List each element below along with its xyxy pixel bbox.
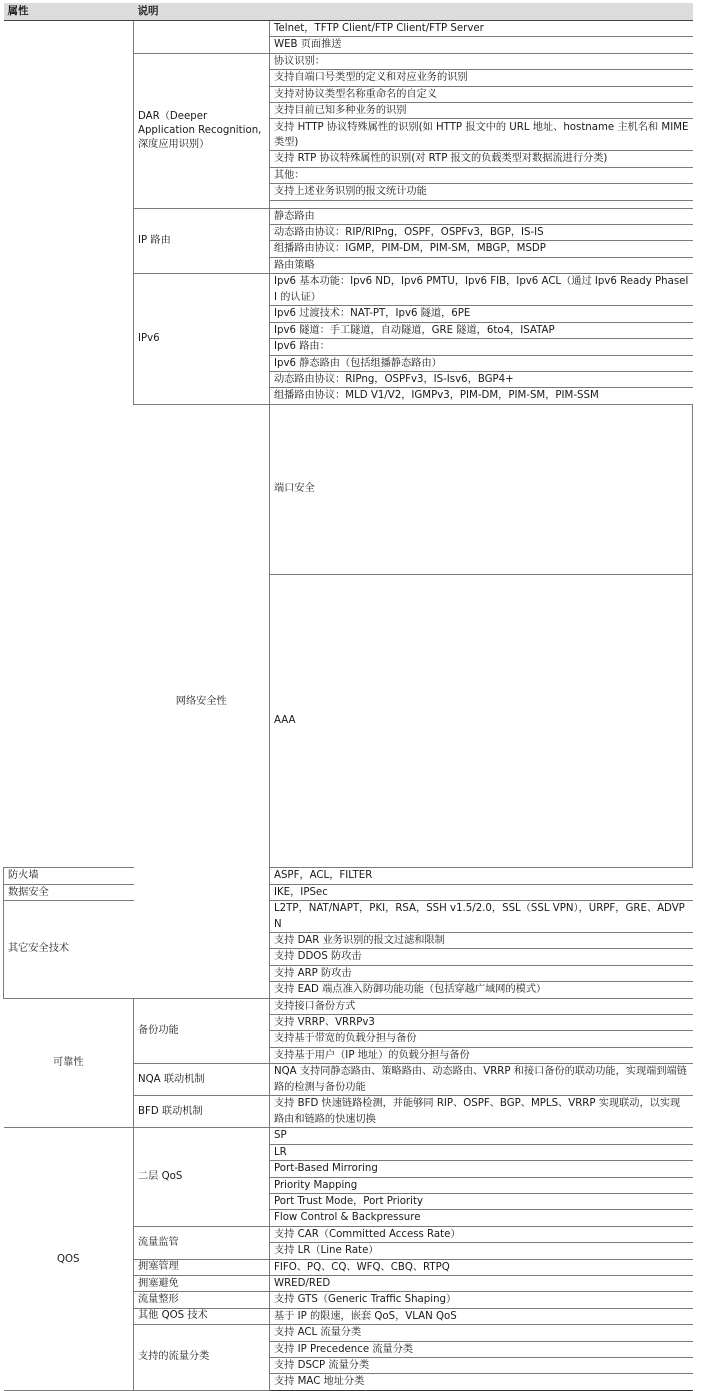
detail-cell: 其他： [270, 167, 693, 183]
detail-cell: 支持 RTP 协议特殊属性的识别(对 RTP 报文的负载类型对数据流进行分类) [270, 151, 693, 167]
feature-cell: DAR（Deeper Application Recognition,深度应用识别） [134, 53, 270, 208]
detail-cell: 动态路由协议：RIP/RIPng，OSPF，OSPFv3，BGP，IS-IS [270, 225, 693, 241]
detail-cell: 支持 DAR 业务识别的报文过滤和限制 [270, 933, 693, 949]
table-body [4, 21, 693, 1391]
feature-cell: 防火墙 [4, 868, 134, 884]
detail-cell: 支持 DDOS 防攻击 [270, 949, 693, 965]
detail-cell: WRED/RED [270, 1275, 693, 1291]
category-cell: 网络安全性 [134, 404, 270, 998]
detail-cell: Ipv6 路由： [270, 339, 693, 355]
feature-cell: 其他 QOS 技术 [134, 1308, 270, 1324]
detail-cell: 支持 CAR（Committed Access Rate） [270, 1226, 693, 1242]
detail-cell: Ipv6 过渡技术：NAT-PT，Ipv6 隧道，6PE [270, 306, 693, 322]
detail-cell: 组播路由协议：IGMP，PIM-DM，PIM-SM，MBGP，MSDP [270, 241, 693, 257]
detail-cell: 支持 LR（Line Rate） [270, 1243, 693, 1259]
feature-cell: 流量监管 [134, 1226, 270, 1259]
detail-cell: 支持 BFD 快速链路检测，并能够同 RIP、OSPF、BGP、MPLS、VRRP 实现联动，以实现路由和链路的快速切换 [270, 1096, 693, 1128]
feature-cell: 二层 QoS [134, 1128, 270, 1226]
spec-table [3, 3, 693, 1391]
table-row [4, 21, 693, 37]
feature-cell: AAA [270, 574, 693, 868]
detail-cell: 支持基于带宽的负载分担与备份 [270, 1031, 693, 1047]
detail-cell: 支持 ACL 流量分类 [270, 1325, 693, 1341]
header-attribute: 属性 [4, 3, 134, 21]
detail-cell: Priority Mapping [270, 1177, 693, 1193]
feature-cell: BFD 联动机制 [134, 1096, 270, 1128]
detail-cell: 支持对协议类型名称重命名的自定义 [270, 86, 693, 102]
header-description: 说明 [134, 3, 693, 21]
table-header-row [4, 3, 693, 21]
detail-cell: 支持接口备份方式 [270, 998, 693, 1014]
detail-cell: Telnet，TFTP Client/FTP Client/FTP Server [270, 21, 693, 37]
feature-cell: 拥塞管理 [134, 1259, 270, 1275]
category-cell [4, 21, 134, 868]
feature-cell: 其它安全技术 [4, 901, 134, 998]
detail-cell: 组播路由协议：MLD V1/V2，IGMPv3，PIM-DM，PIM-SM，PIM-SSM [270, 388, 693, 404]
feature-cell: 备份功能 [134, 998, 270, 1064]
detail-cell: Port-Based Mirroring [270, 1161, 693, 1177]
detail-cell: 支持 HTTP 协议特殊属性的识别(如 HTTP 报文中的 URL 地址、hostname 主机名和 MIME 类型) [270, 119, 693, 151]
detail-cell: 路由策略 [270, 257, 693, 273]
detail-cell: Ipv6 静态路由（包括组播静态路由） [270, 355, 693, 371]
detail-cell: 动态路由协议：RIPng，OSPFv3，IS-Isv6，BGP4+ [270, 371, 693, 387]
detail-cell: 静态路由 [270, 208, 693, 224]
detail-cell: 基于 IP 的限速，嵌套 QoS，VLAN QoS [270, 1308, 693, 1324]
detail-cell: 支持 ARP 防攻击 [270, 965, 693, 981]
detail-cell: IKE，IPSec [270, 884, 693, 900]
detail-cell [270, 200, 693, 208]
feature-cell: NQA 联动机制 [134, 1064, 270, 1096]
detail-cell: NQA 支持同静态路由、策略路由、动态路由、VRRP 和接口备份的联动功能，实现端到端链路的检测与备份功能 [270, 1064, 693, 1096]
detail-cell: 协议识别： [270, 53, 693, 69]
feature-cell [134, 21, 270, 54]
feature-cell: 端口安全 [270, 404, 693, 574]
feature-cell: 数据安全 [4, 884, 134, 900]
category-cell: QOS [4, 1128, 134, 1391]
detail-cell: 支持自端口号类型的定义和对应业务的识别 [270, 70, 693, 86]
detail-cell: 支持 IP Precedence 流量分类 [270, 1341, 693, 1357]
detail-cell: LR [270, 1144, 693, 1160]
detail-cell: 支持 MAC 地址分类 [270, 1374, 693, 1390]
table-row [4, 1128, 693, 1144]
feature-cell: IPv6 [134, 274, 270, 404]
detail-cell: 支持 EAD 端点准入防御功能功能（包括穿越广域网的模式） [270, 982, 693, 998]
detail-cell: L2TP，NAT/NAPT，PKI，RSA，SSH v1.5/2.0，SSL（SSL VPN），URPF，GRE、ADVPN [270, 901, 693, 933]
detail-cell: Port Trust Mode，Port Priority [270, 1193, 693, 1209]
detail-cell: 支持 DSCP 流量分类 [270, 1357, 693, 1373]
feature-cell: 支持的流量分类 [134, 1325, 270, 1391]
feature-cell: 拥塞避免 [134, 1275, 270, 1291]
detail-cell: 支持目前已知多种业务的识别 [270, 103, 693, 119]
detail-cell: Flow Control & Backpressure [270, 1210, 693, 1226]
detail-cell: FIFO、PQ、CQ、WFQ、CBQ、RTPQ [270, 1259, 693, 1275]
table-row [4, 884, 693, 900]
detail-cell: Ipv6 隧道：手工隧道，自动隧道，GRE 隧道，6to4，ISATAP [270, 322, 693, 338]
detail-cell: 支持上述业务识别的报文统计功能 [270, 184, 693, 200]
detail-cell: 支持 VRRP、VRRPv3 [270, 1015, 693, 1031]
category-cell: 可靠性 [4, 998, 134, 1128]
detail-cell: Ipv6 基本功能：Ipv6 ND，Ipv6 PMTU，Ipv6 FIB，Ipv6 ACL（通过 Ipv6 Ready PhaseII 的认证） [270, 274, 693, 306]
table-row [4, 998, 693, 1014]
detail-cell: ASPF，ACL，FILTER [270, 868, 693, 884]
detail-cell: 支持基于用户（IP 地址）的负载分担与备份 [270, 1047, 693, 1063]
table-row [4, 901, 693, 933]
table-row [4, 868, 693, 884]
feature-cell: IP 路由 [134, 208, 270, 274]
detail-cell: SP [270, 1128, 693, 1144]
feature-cell: 流量整形 [134, 1292, 270, 1308]
detail-cell: WEB 页面推送 [270, 37, 693, 53]
detail-cell: 支持 GTS（Generic Traffic Shaping） [270, 1292, 693, 1308]
